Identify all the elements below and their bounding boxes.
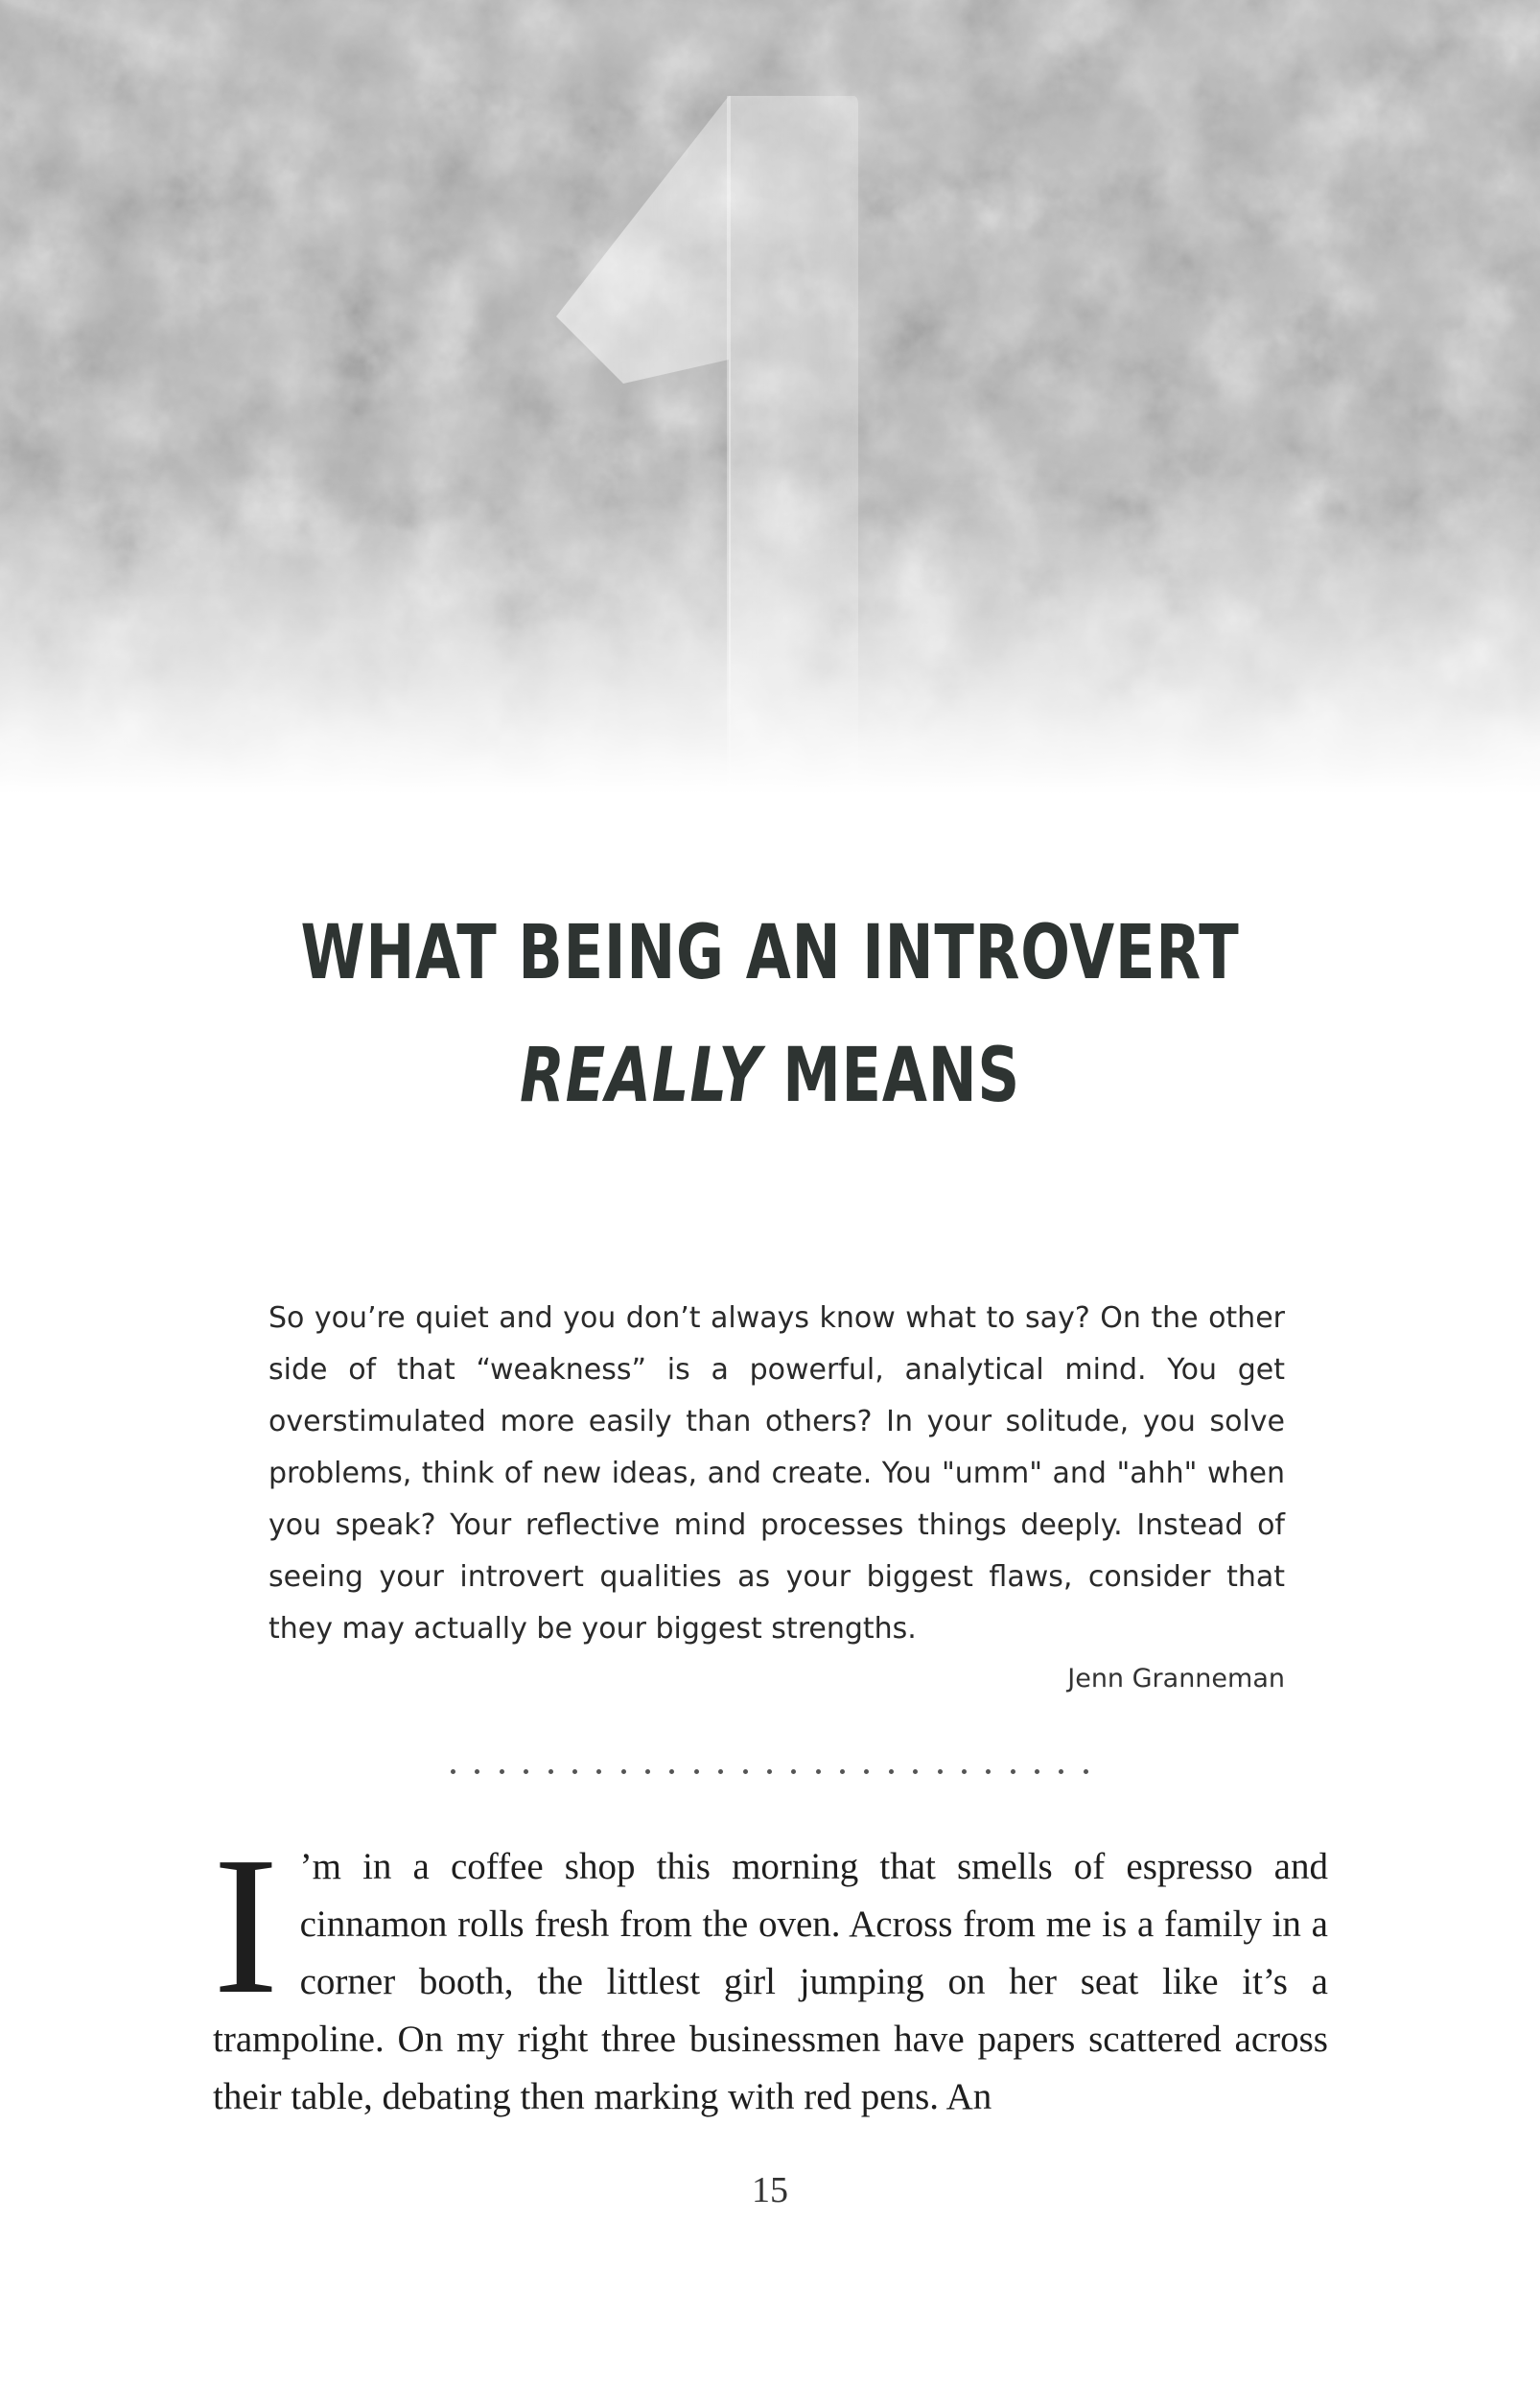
section-divider-dots <box>451 1764 1088 1778</box>
epigraph-quote: So you’re quiet and you don’t always know what to say? On the other side of that “weakness” is a powerful, analytical mind. You get overstimulated more easily than others? In your solitude, you solve problems, think of new ideas, and create. You "umm" and "ahh" when you speak? Your reflective mind processes things deeply. Instead of seeing your introvert qualities as your biggest flaws, consider that they may actually be your biggest strengths. <box>268 1301 1285 1646</box>
divider-dot <box>840 1769 845 1774</box>
divider-dot <box>938 1769 943 1774</box>
divider-dot <box>962 1769 967 1774</box>
divider-dot <box>889 1769 894 1774</box>
divider-dot <box>451 1769 455 1774</box>
divider-dot <box>791 1769 796 1774</box>
divider-dot <box>548 1769 553 1774</box>
epigraph-attribution: Jenn Granneman <box>1067 1664 1285 1694</box>
drop-cap: I <box>213 1815 279 2035</box>
divider-dot <box>475 1769 479 1774</box>
divider-dot <box>767 1769 772 1774</box>
divider-dot <box>743 1769 748 1774</box>
chapter-title <box>170 892 1371 1137</box>
divider-dot <box>524 1769 528 1774</box>
epigraph <box>268 1293 1285 1703</box>
divider-dot <box>1035 1769 1039 1774</box>
body-paragraph <box>213 1815 1328 2126</box>
chapter-header-illustration <box>0 0 1540 863</box>
divider-dot <box>669 1769 674 1774</box>
body-paragraph-text: ’m in a coffee shop this morning that smells of espresso and cinnamon rolls fresh from the oven. Across from me is a family in a corner booth, the littlest girl jumping on her seat like it’s a trampoline. On my right three businessmen have papers scattered across their table, debating then marking with red pens. An <box>213 1846 1328 2117</box>
divider-dot <box>596 1769 601 1774</box>
divider-dot <box>913 1769 918 1774</box>
divider-dot <box>645 1769 650 1774</box>
divider-dot <box>718 1769 723 1774</box>
divider-dot <box>500 1769 504 1774</box>
divider-dot <box>621 1769 626 1774</box>
divider-dot <box>572 1769 577 1774</box>
chapter-title-line-1: WHAT BEING AN INTROVERT <box>300 910 1240 996</box>
chapter-title-emphasis: REALLY <box>519 1033 762 1119</box>
divider-dot <box>1011 1769 1015 1774</box>
page-number: 15 <box>752 2170 788 2210</box>
divider-dot <box>986 1769 991 1774</box>
divider-dot <box>864 1769 869 1774</box>
chapter-title-rest: MEANS <box>761 1033 1021 1119</box>
divider-dot <box>1059 1769 1063 1774</box>
divider-dot <box>694 1769 699 1774</box>
divider-dot <box>816 1769 821 1774</box>
chapter-title-line-2 <box>170 1015 1371 1137</box>
divider-dot <box>1084 1769 1088 1774</box>
